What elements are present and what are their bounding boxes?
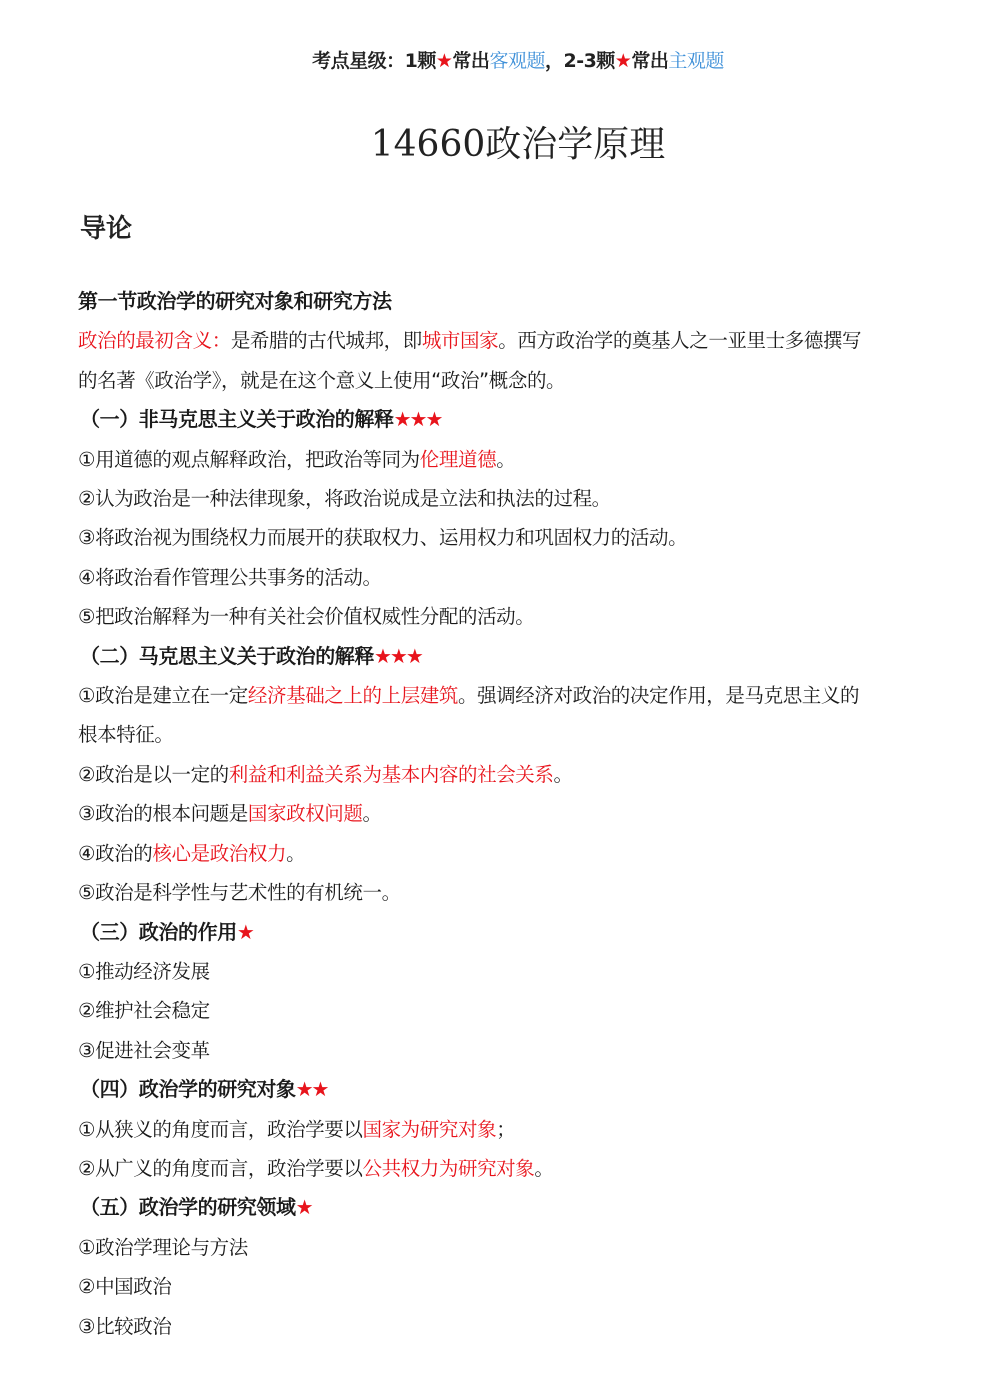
highlight-text: 经济基础之上的上层建筑 [247,684,458,708]
highlight-text: 利益和利益关系为基本内容的社会关系 [228,762,554,786]
legend-label: 考点星级： [312,50,405,72]
list-item: ②中国政治 [78,1275,172,1299]
star-rating: ★ [236,919,253,944]
highlight-text: 核心是政治权力 [152,841,287,865]
subsection-label: （四）政治学的研究对象 [80,1077,296,1102]
list-item: ③促进社会变革 [78,1038,210,1062]
subsection-label: （一）非马克思主义关于政治的解释 [80,407,394,432]
list-item [78,1149,918,1188]
text-run: ①从狭义的角度而言，政治学要以 [78,1117,363,1141]
star-legend [0,46,982,73]
list-item: ②维护社会稳定 [78,999,210,1023]
list-item: ①推动经济发展 [78,959,210,983]
legend-subjective: 主观题 [668,50,724,72]
highlight-text: 政治的最初含义： [78,329,231,353]
subsection-heading [78,913,918,952]
legend-sep: ， [544,50,564,72]
text-run: ； [496,1117,516,1141]
legend-one: 1颗 [404,50,436,72]
list-item [78,755,918,794]
paragraph-line [78,321,918,360]
text-run: 。 [362,802,382,826]
list-item: ①政治学理论与方法 [78,1235,248,1259]
text-run: ①政治是建立在一定 [78,684,248,708]
list-item [78,1110,918,1149]
text-run: 是希腊的古代城邦，即 [230,329,422,353]
list-item [78,834,918,873]
subsection-heading [78,637,918,676]
list-item [78,440,918,479]
text-run: 。 [553,762,573,786]
star-icon: ★ [435,50,453,72]
legend-objective: 客观题 [489,50,545,72]
section-heading: 第一节政治学的研究对象和研究方法 [78,289,392,313]
text-run: ①用道德的观点解释政治，把政治等同为 [78,447,420,471]
list-item: ⑤把政治解释为一种有关社会价值权威性分配的活动。 [78,605,535,629]
legend-twothree: 2-3颗 [563,50,615,72]
text-run: 。 [286,841,306,865]
text-run: 。 [496,447,516,471]
text-run: ②从广义的角度而言，政治学要以 [78,1156,363,1180]
paragraph-line: 的名著《政治学》，就是在这个意义上使用“政治”概念的。 [78,368,566,392]
star-rating: ★ [295,1195,312,1220]
list-item: ②认为政治是一种法律现象，将政治说成是立法和执法的过程。 [78,487,611,511]
legend-often: 常出 [452,50,490,72]
text-run: ③政治的根本问题是 [78,802,248,826]
text-run: 。西方政治学的奠基人之一亚里士多德撰写 [498,329,862,353]
subsection-heading [78,400,918,439]
subsection-label: （三）政治的作用 [80,919,237,944]
list-item-continuation: 根本特征。 [78,723,174,747]
star-rating: ★★★ [374,643,422,668]
text-run: ④政治的 [78,841,153,865]
highlight-text: 城市国家 [421,329,499,353]
star-icon: ★ [614,50,632,72]
highlight-text: 国家政权问题 [247,802,363,826]
subsection-heading [78,1070,918,1109]
legend-often: 常出 [631,50,669,72]
list-item: ⑤政治是科学性与艺术性的有机统一。 [78,881,401,905]
highlight-text: 伦理道德 [419,447,497,471]
document-title: 14660政治学原理 [370,124,666,165]
list-item [78,676,918,715]
subsection-label: （二）马克思主义关于政治的解释 [80,643,374,668]
list-item: ③比较政治 [78,1314,172,1338]
highlight-text: 国家为研究对象 [362,1117,497,1141]
chapter-heading: 导论 [80,214,133,244]
star-rating: ★★★ [393,407,442,432]
list-item: ③将政治视为围绕权力而展开的获取权力、运用权力和巩固权力的活动。 [78,526,688,550]
text-run: ②政治是以一定的 [78,762,229,786]
highlight-text: 公共权力为研究对象 [362,1156,535,1180]
text-run: 。强调经济对政治的决定作用，是马克思主义的 [458,684,860,708]
text-run: 。 [534,1156,554,1180]
list-item: ④将政治看作管理公共事务的活动。 [78,565,382,589]
list-item [78,794,918,833]
star-rating: ★★ [295,1077,328,1102]
subsection-label: （五）政治学的研究领域 [80,1195,296,1220]
subsection-heading [78,1188,918,1227]
document-body [78,282,918,1346]
